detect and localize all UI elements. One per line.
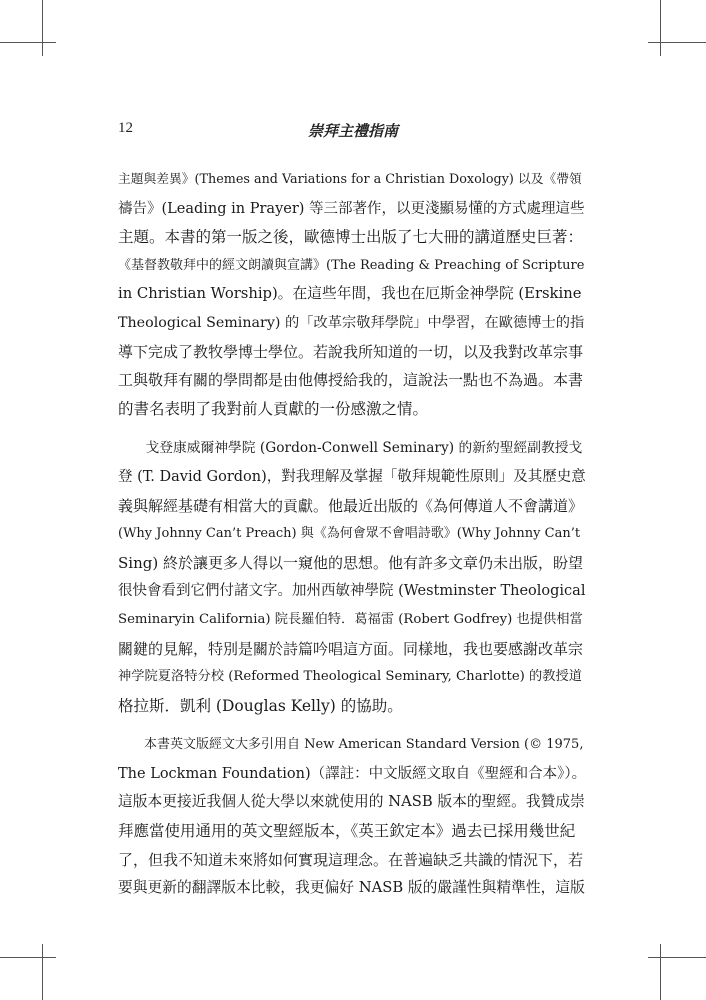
text-line: 很快會看到它們付諸文字。加州西敏神學院 (Westminster Theological [118, 583, 586, 600]
text-line: Sing) 終於讓更多人得以一窺他的思想。他有許多文章仍未出版，盼望 [118, 553, 583, 572]
text-line: 了，但我不知道未來將如何實現這理念。在普遍缺乏共識的情況下，若 [118, 850, 584, 869]
running-title: 崇拜主禮指南 [307, 122, 398, 140]
paragraph [118, 166, 588, 423]
crop-mark-bottom-right-h [648, 957, 706, 958]
paragraph [118, 731, 588, 903]
page-header [118, 120, 588, 144]
crop-mark-bottom-left-v [42, 944, 43, 1000]
text-line: The Lockman Foundation)（譯註：中文版經文取自《聖經和合本》）。 [118, 765, 587, 782]
text-line: 義與解經基礎有相當大的貢獻。他最近出版的《為何傳道人不會講道》 [118, 496, 584, 515]
text-line: 要與更新的翻譯版本比較，我更偏好 NASB 版的嚴謹性與精準性，這版 [118, 879, 585, 897]
text-line: 禱告》(Leading in Prayer) 等三部著作，以更淺顯易懂的方式處理這些 [118, 200, 585, 217]
crop-mark-top-right-h [648, 42, 706, 43]
text-line: 主題。本書的第一版之後，歐德博士出版了七大冊的講道歷史巨著： [118, 228, 584, 247]
text-line: 本書英文版經文大多引用自 New American Standard Version (© 1975, [144, 737, 584, 753]
text-line: Seminaryin California) 院長羅伯特．葛福雷 (Robert Godfrey) 也提供相當 [118, 611, 583, 627]
text-line: in Christian Worship)。在這些年間，我也在厄斯金神學院 (Erskine [118, 285, 582, 303]
crop-mark-top-right-v [660, 0, 661, 56]
text-line: 拜應當使用通用的英文聖經版本，《英王欽定本》過去已採用幾世紀 [118, 822, 576, 841]
text-line: 的書名表明了我對前人貢獻的一份感激之情。 [118, 399, 429, 418]
text-line: Theological Seminary) 的「改革宗敬拜學院」中學習，在歐德博士的指 [118, 314, 585, 331]
crop-mark-top-left-v [42, 0, 43, 56]
text-line: 工與敬拜有關的學問都是由他傳授給我的，這說法一點也不為過。本書 [118, 371, 584, 390]
text-line: 戈登康威爾神學院 (Gordon-Conwell Seminary) 的新約聖經副教授戈 [145, 440, 583, 457]
text-line: 格拉斯．凱利 (Douglas Kelly) 的協助。 [118, 696, 403, 715]
crop-mark-top-left-h [0, 42, 56, 43]
text-line: 這版本更接近我個人從大學以來就使用的 NASB 版本的聖經。我贊成崇 [118, 793, 585, 811]
crop-mark-bottom-left-h [0, 957, 56, 958]
page-number: 12 [118, 120, 133, 136]
text-line: 導下完成了教牧學博士學位。若說我所知道的一切，以及我對改革宗事 [118, 342, 584, 361]
text-line: 神学院夏洛特分校 (Reformed Theological Seminary, Charlotte) 的教授道 [118, 669, 583, 685]
body-text [118, 166, 588, 903]
text-line: 關鍵的見解，特別是關於詩篇吟唱這方面。同樣地，我也要感謝改革宗 [118, 639, 584, 658]
text-line: 《基督教敬拜中的經文朗讀與宣講》(The Reading & Preaching of Scripture [118, 257, 585, 273]
text-line: 主題與差異》(Themes and Variations for a Christian Doxology) 以及《帶領 [118, 172, 582, 187]
paragraph [118, 434, 588, 720]
text-line: (Why Johnny Can’t Preach) 與《為何會眾不會唱詩歌》(Why Johnny Can’t [118, 526, 581, 542]
text-line: 登 (T. David Gordon)，對我理解及掌握「敬拜規範性原則」及其歷史意 [118, 468, 586, 485]
crop-mark-bottom-right-v [660, 944, 661, 1000]
